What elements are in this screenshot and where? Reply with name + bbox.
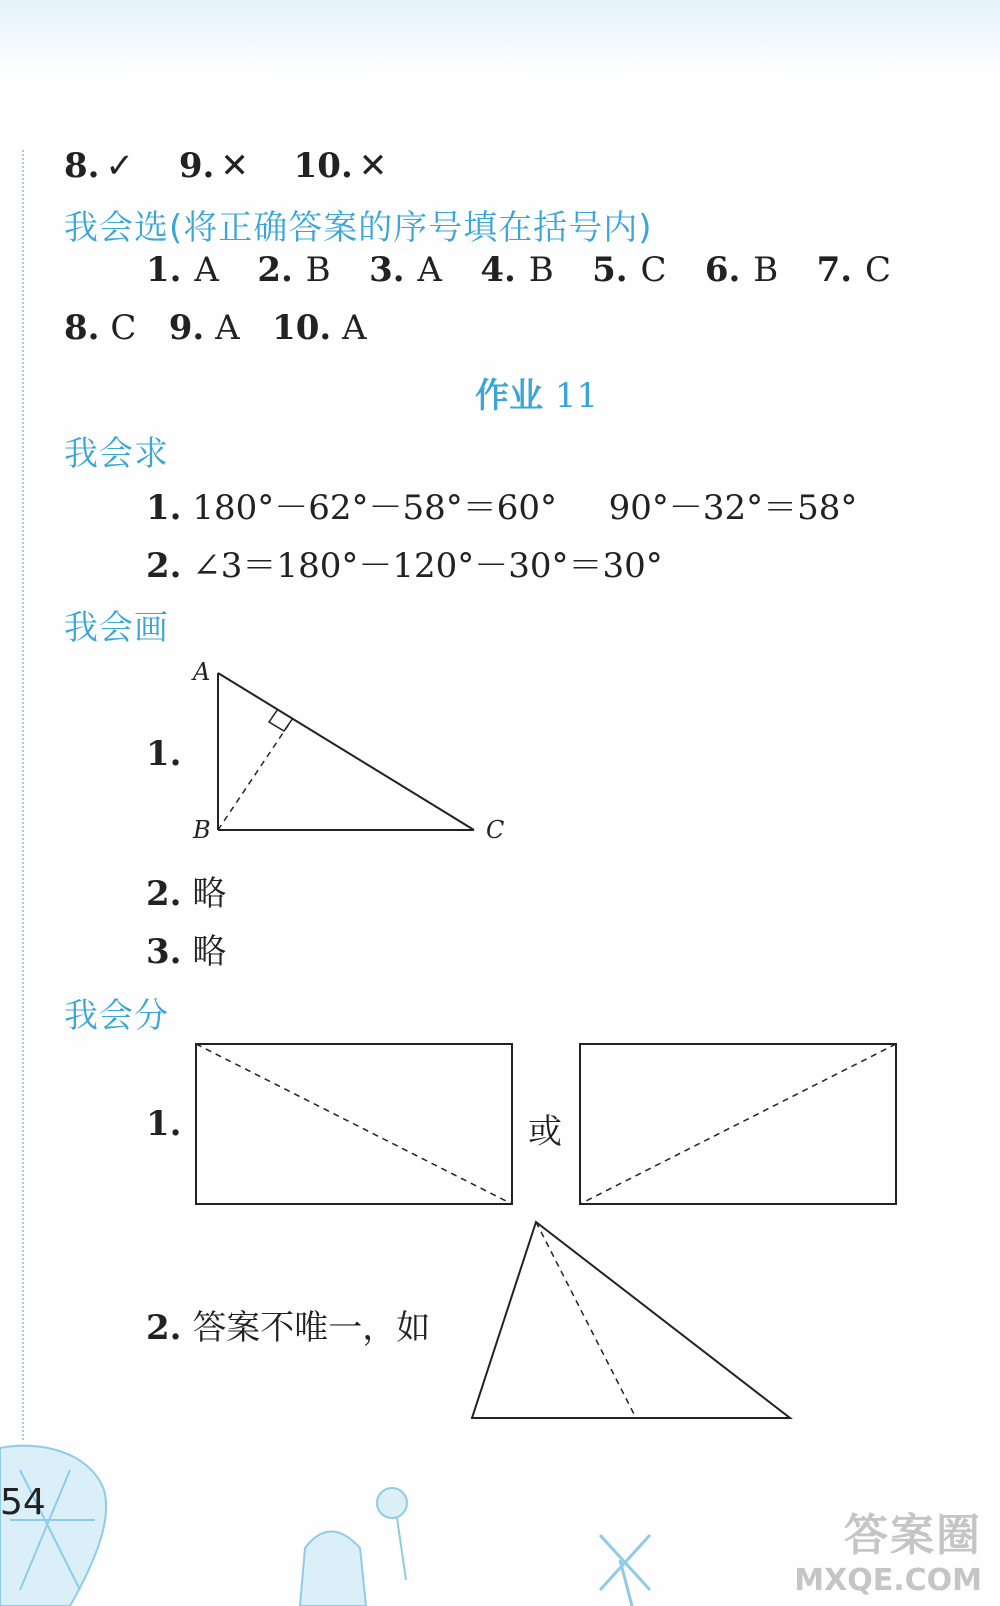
watermark-line-2: MXQE.COM <box>794 1563 982 1598</box>
choose-9-number: 9. <box>168 308 205 348</box>
choose-10-answer: A <box>342 308 367 348</box>
ferris-wheel-illustration <box>0 1446 106 1606</box>
judge-8-number: 8. <box>64 146 100 186</box>
choose-3-answer: A <box>417 250 442 290</box>
choose-5-number: 5. <box>592 250 628 290</box>
choose-10-number: 10. <box>272 308 332 348</box>
choose-2-answer: B <box>305 250 331 290</box>
divide-q1-number-text: 1. <box>146 1104 182 1144</box>
solve-q1-number: 1. <box>146 488 182 528</box>
choose-4-number: 4. <box>480 250 516 290</box>
windmill-illustration <box>600 1535 650 1606</box>
homework-label: 作业 <box>475 376 543 416</box>
solve-q1-equation-a: 180°－62°－58°＝60° <box>192 488 557 528</box>
vertex-label-a: A <box>193 658 211 686</box>
judge-8-mark: ✓ <box>105 146 134 186</box>
choose-8-number: 8. <box>64 308 100 348</box>
homework-number: 11 <box>554 376 599 416</box>
judge-9-mark: ✕ <box>220 146 249 186</box>
lollipop-illustration <box>377 1488 407 1518</box>
draw-q1-number-text: 1. <box>146 734 182 774</box>
draw-q2-number: 2. <box>146 874 182 914</box>
choose-6-answer: B <box>753 250 779 290</box>
divide-q2-answer: 答案不唯一，如 <box>192 1308 431 1348</box>
section-heading-divide: 我会分 <box>64 996 169 1036</box>
choose-6-number: 6. <box>704 250 741 290</box>
watermark <box>794 1499 982 1598</box>
choose-4-answer: B <box>528 250 554 290</box>
choose-2-number: 2. <box>257 250 293 290</box>
choose-9-answer: A <box>215 308 240 348</box>
choose-1-answer: A <box>194 250 219 290</box>
judge-9-number: 9. <box>178 146 215 186</box>
choose-3-number: 3. <box>369 250 405 290</box>
draw-q3-answer: 略 <box>192 932 227 972</box>
vertex-label-b: B <box>193 816 211 844</box>
section-heading-choose: 我会选(将正确答案的序号填在括号内) <box>64 208 653 248</box>
choose-1-number: 1. <box>146 250 182 290</box>
choose-7-number: 7. <box>816 250 853 290</box>
divide-q2-number: 2. <box>146 1308 182 1348</box>
divide-or-label: 或 <box>528 1112 562 1152</box>
choose-7-answer: C <box>864 250 891 290</box>
choose-5-answer: C <box>640 250 667 290</box>
watermark-line-1: 答案圈 <box>844 1510 982 1561</box>
draw-q3-number: 3. <box>146 932 182 972</box>
solve-q1-equation-b: 90°－32°＝58° <box>608 488 858 528</box>
section-heading-draw: 我会画 <box>64 608 169 648</box>
section-heading-solve: 我会求 <box>64 434 169 474</box>
choose-8-answer: C <box>110 308 137 348</box>
vertex-label-c: C <box>486 816 505 844</box>
judge-10-number: 10. <box>293 146 353 186</box>
page-number: 54 <box>0 1482 46 1523</box>
draw-q2-answer: 略 <box>192 874 227 914</box>
solve-q2-number: 2. <box>146 546 182 586</box>
judge-10-mark: ✕ <box>358 146 388 186</box>
carousel-illustration <box>300 1532 366 1606</box>
solve-q2-equation: ∠3＝180°－120°－30°＝30° <box>192 546 663 586</box>
